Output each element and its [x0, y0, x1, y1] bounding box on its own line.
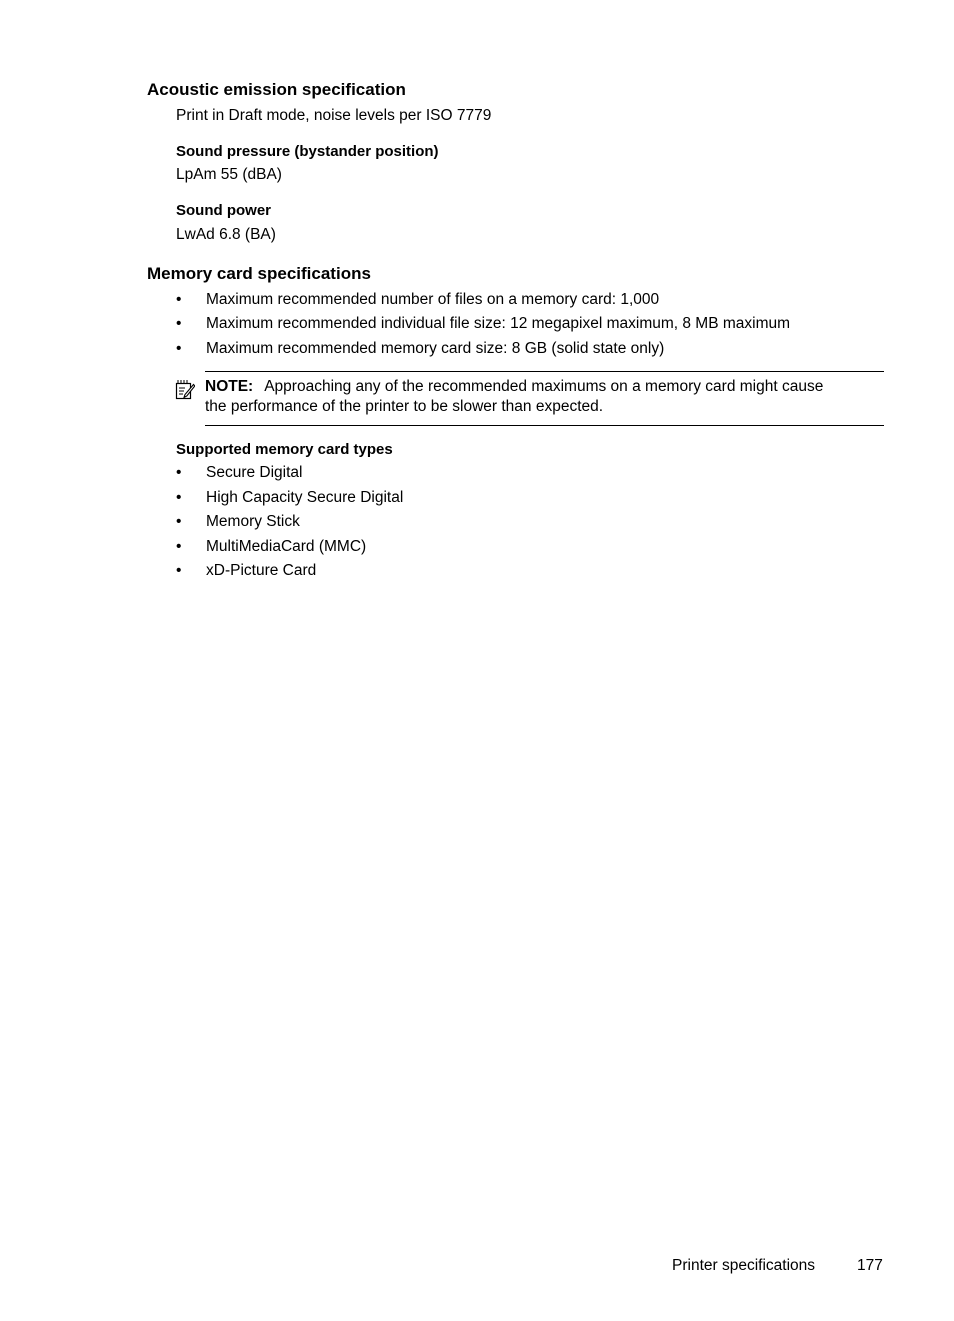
bullet-glyph: • — [176, 291, 182, 308]
note-icon — [175, 379, 195, 400]
note-text-2: the performance of the printer to be slower than expected. — [205, 398, 604, 415]
note-top-rule — [205, 371, 884, 372]
sound-power-value: LwAd 6.8 (BA) — [176, 226, 276, 243]
bullet-glyph: • — [176, 489, 182, 506]
note-label: NOTE: — [205, 378, 254, 395]
bullet-glyph: • — [176, 464, 182, 481]
bullet-glyph: • — [176, 315, 182, 332]
sound-pressure-value: LpAm 55 (dBA) — [176, 166, 282, 183]
list-item-text: Secure Digital — [206, 464, 303, 481]
sound-power-heading: Sound power — [176, 202, 271, 219]
bullet-glyph: • — [176, 538, 182, 555]
bullet-glyph: • — [176, 562, 182, 579]
list-item-text: xD-Picture Card — [206, 562, 317, 579]
list-item-text: MultiMediaCard (MMC) — [206, 538, 367, 555]
list-item-text: Maximum recommended memory card size: 8 GB (solid state only) — [206, 340, 665, 357]
sound-pressure-heading: Sound pressure (bystander position) — [176, 143, 439, 160]
list-item-text: Memory Stick — [206, 513, 300, 530]
list-item-text: Maximum recommended number of files on a memory card: 1,000 — [206, 291, 660, 308]
footer-section-title: Printer specifications — [672, 1257, 816, 1274]
supported-types-heading: Supported memory card types — [176, 441, 393, 458]
note-bottom-rule — [205, 425, 884, 426]
bullet-glyph: • — [176, 513, 182, 530]
list-item-text: High Capacity Secure Digital — [206, 489, 404, 506]
page-number: 177 — [857, 1257, 883, 1274]
bullet-glyph: • — [176, 340, 182, 357]
acoustic-heading: Acoustic emission specification — [147, 80, 406, 99]
acoustic-intro: Print in Draft mode, noise levels per ISO 7779 — [176, 107, 492, 124]
memory-card-heading: Memory card specifications — [147, 264, 371, 283]
note-text-1: Approaching any of the recommended maximums on a memory card might cause — [264, 378, 824, 395]
note-line-1 — [205, 378, 823, 396]
list-item-text: Maximum recommended individual file size: 12 megapixel maximum, 8 MB maximum — [206, 315, 791, 332]
